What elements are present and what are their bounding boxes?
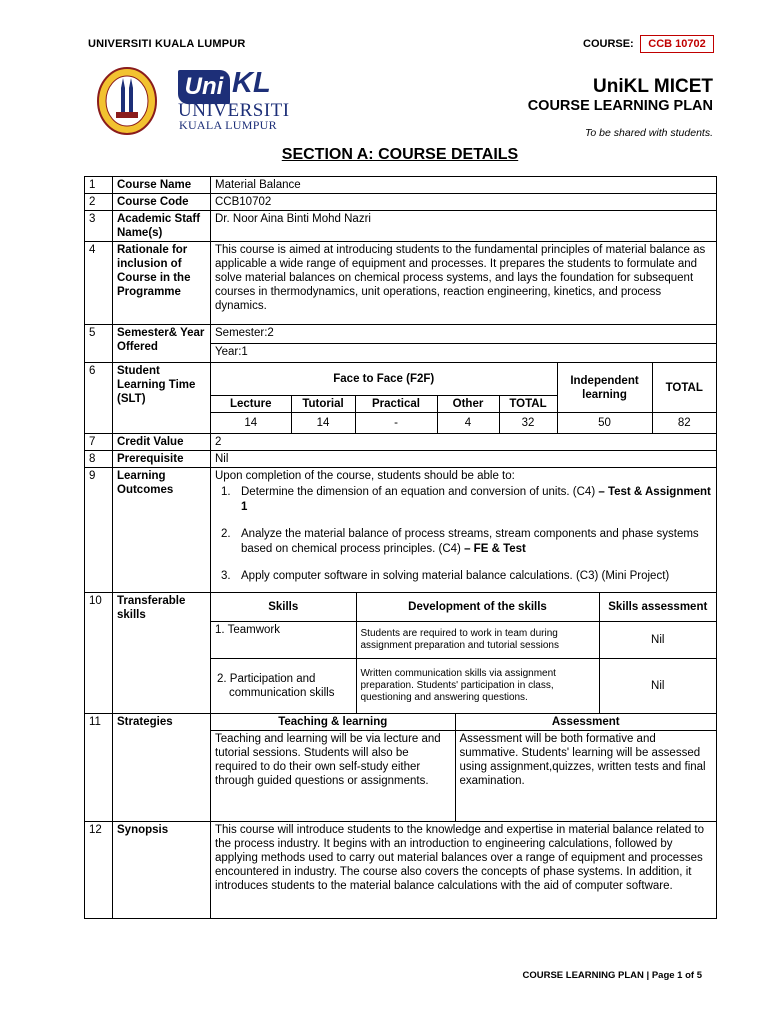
row-number: 5 [85, 325, 113, 363]
table-row [85, 211, 717, 242]
logo-uni-mark: Uni [178, 70, 230, 104]
row-number: 4 [85, 242, 113, 325]
year-value: Year:1 [215, 346, 248, 358]
independent-header: Independent learning [557, 363, 652, 413]
slt-table [211, 363, 716, 433]
skills-development-header: Development of the skills [356, 593, 599, 622]
lecture-value: 14 [211, 413, 291, 434]
course-details-table [84, 176, 717, 919]
section-title: SECTION A: COURSE DETAILS [281, 146, 519, 163]
sharing-note: To be shared with students. [584, 127, 713, 139]
course-code-badge: CCB 10702 [640, 35, 714, 53]
tutorial-value: 14 [291, 413, 355, 434]
row-label: Strategies [113, 714, 211, 822]
skills-assessment-header: Skills assessment [599, 593, 716, 622]
learning-outcome-2: 2. Analyze the material balance of process streams, stream components and phase systems based on chemical process principles. (C4) – FE & Test [221, 528, 699, 555]
table-row [85, 325, 717, 363]
learning-outcome-3: 3. Apply computer software in solving material balance calculations. (C3) (Mini Project) [221, 570, 670, 582]
independent-value: 50 [557, 413, 652, 434]
skill-teamwork: 1. Teamwork [211, 622, 356, 659]
table-row [85, 451, 717, 468]
row-number: 10 [85, 593, 113, 714]
logo-universiti-text: UNIVERSITI [178, 100, 290, 121]
lecture-header: Lecture [211, 396, 291, 413]
row-number: 11 [85, 714, 113, 822]
teaching-learning-header: Teaching & learning [211, 714, 455, 731]
header-university: UNIVERSITI KUALA LUMPUR [88, 38, 246, 50]
page-footer: COURSE LEARNING PLAN | Page 1 of 5 [522, 970, 702, 981]
tutorial-header: Tutorial [291, 396, 355, 413]
strategies-table [211, 714, 716, 821]
row-number: 3 [85, 211, 113, 242]
row-number: 6 [85, 363, 113, 434]
semester-value: Semester:2 [211, 325, 716, 344]
skills-header: Skills [211, 593, 356, 622]
row-number: 1 [85, 177, 113, 194]
transferable-skills-table [211, 593, 716, 713]
table-row [85, 194, 717, 211]
row-number: 2 [85, 194, 113, 211]
table-row [85, 822, 717, 919]
table-row [85, 242, 717, 325]
table-row [85, 363, 717, 434]
credit-value: 2 [211, 434, 717, 451]
header-course-label: COURSE: [583, 38, 634, 50]
row-label: Course Code [113, 194, 211, 211]
learning-outcomes-intro: Upon completion of the course, students should be able to: [215, 470, 515, 482]
practical-value: - [355, 413, 437, 434]
row-label: Transferable skills [113, 593, 211, 714]
course-code-value: CCB10702 [211, 194, 717, 211]
table-row [85, 434, 717, 451]
logo-kuala-lumpur-text: KUALA LUMPUR [179, 118, 277, 132]
row-label: Course Name [113, 177, 211, 194]
synopsis-value: This course will introduce students to the knowledge and expertise in material balance related to the process industry. It begins with an introduction to engineering calculations, followed by applying methods used to carry out material balances over a range of equipment and processes encountered in industry. The course also covers the concepts of phase systems. In addition, it introduces students to the material balance calculations with the aid of computer software. [211, 822, 717, 919]
skill-teamwork-assessment: Nil [599, 622, 716, 659]
logo-kl-mark: KL [232, 67, 271, 99]
row-number: 12 [85, 822, 113, 919]
assessment-text: Assessment will be both formative and summative. Students' learning will be assessed using assignment,quizzes, written tests and final examination. [455, 731, 716, 822]
assessment-header: Assessment [455, 714, 716, 731]
row-label: Prerequisite [113, 451, 211, 468]
skill-participation-assessment: Nil [599, 659, 716, 714]
row-label: Credit Value [113, 434, 211, 451]
row-label: Academic Staff Name(s) [113, 211, 211, 242]
other-header: Other [437, 396, 499, 413]
row-label: Synopsis [113, 822, 211, 919]
row-number: 8 [85, 451, 113, 468]
course-name-value: Material Balance [211, 177, 717, 194]
table-row [85, 177, 717, 194]
campus-title: UniKL MICET [593, 76, 713, 97]
row-label: Learning Outcomes [113, 468, 211, 593]
row-label: Semester& Year Offered [113, 325, 211, 363]
rationale-value: This course is aimed at introducing students to the fundamental principles of material balance as applicable a wide range of equipment and processes. It prepares the students to formulate and solve material balances on chemical process systems, and lays the foundation for subsequent courses in thermodynamics, unit operations, reaction engineering, kinetics, and process dynamics. [211, 242, 717, 325]
f2f-header: Face to Face (F2F) [211, 363, 557, 396]
f2f-total-header: TOTAL [499, 396, 557, 413]
staff-name-value: Dr. Noor Aina Binti Mohd Nazri [211, 211, 717, 242]
table-row [85, 593, 717, 714]
document-type: COURSE LEARNING PLAN [527, 98, 713, 114]
slt-total-header: TOTAL [652, 363, 716, 413]
university-seal-icon [96, 66, 158, 136]
skill-teamwork-development: Students are required to work in team during assignment preparation and tutorial sessions [356, 622, 599, 659]
row-number: 7 [85, 434, 113, 451]
teaching-learning-text: Teaching and learning will be via lecture and tutorial sessions. Students will also be required to do their own self-study either through guided questions or assignments. [211, 731, 455, 822]
practical-header: Practical [355, 396, 437, 413]
table-row [85, 468, 717, 593]
row-number: 9 [85, 468, 113, 593]
table-row [85, 714, 717, 822]
learning-outcome-1: 1. Determine the dimension of an equation and conversion of units. (C4) – Test & Assignment 1 [221, 486, 711, 513]
skill-participation-development: Written communication skills via assignment preparation. Students' participation in class, questioning and answering questions. [356, 659, 599, 714]
slt-total-value: 82 [652, 413, 716, 434]
row-label: Rationale for inclusion of Course in the Programme [113, 242, 211, 325]
other-value: 4 [437, 413, 499, 434]
prerequisite-value: Nil [211, 451, 717, 468]
skill-participation: 2. Participation and communication skills [211, 659, 356, 714]
row-label: Student Learning Time (SLT) [113, 363, 211, 434]
f2f-total-value: 32 [499, 413, 557, 434]
